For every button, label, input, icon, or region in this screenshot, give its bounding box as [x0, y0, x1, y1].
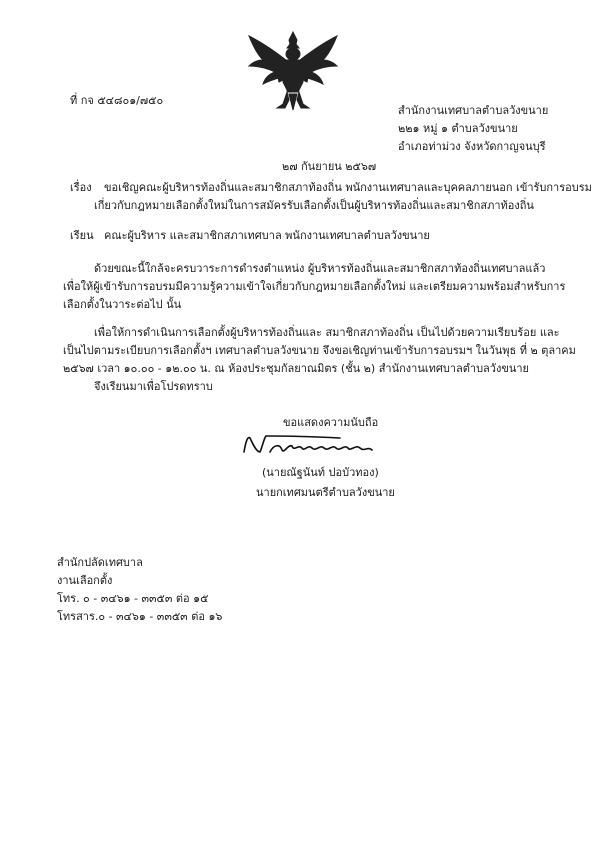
recipient-text: คณะผู้บริหาร และสมาชิกสภาเทศบาล พนักงานเทศบาลตำบลวังขนาย: [104, 229, 430, 242]
para2-line1: เพื่อให้การดำเนินการเลือกตั้งผู้บริหารท้องถิ่นและ สมาชิกสภาท้องถิ่น เป็นไปด้วยความเรียบร้อย และ: [94, 326, 560, 339]
closing-request: จึงเรียนมาเพื่อโปรดทราบ: [94, 380, 213, 393]
office-address-line1: ๒๒๑ หมู่ ๑ ตำบลวังขนาย: [398, 122, 518, 135]
recipient-label: เรียน: [70, 229, 94, 242]
office-name: สำนักงานเทศบาลตำบลวังขนาย: [398, 104, 549, 117]
handwritten-signature: [240, 430, 390, 460]
closing-phrase: ขอแสดงความนับถือ: [283, 416, 379, 429]
subject-line2: เกี่ยวกับกฎหมายเลือกตั้งใหม่ในการสมัครรับเลือกตั้งเป็นผู้บริหารท้องถิ่นและสมาชิกสภาท้องถิ่น: [94, 199, 534, 212]
para2-line2: เป็นไปตามระเบียบการเลือกตั้งฯ เทศบาลตำบลวังขนาย จึงขอเชิญท่านเข้ารับการอบรมฯ ในวันพุธ ที่ ๒ ตุลาคม: [63, 344, 576, 357]
signer-name: (นายณัฐนันท์ ปอบัวทอง): [262, 466, 379, 479]
para1-line2: เพื่อให้ผู้เข้ารับการอบรมมีความรู้ความเข้าใจเกี่ยวกับกฎหมายเลือกตั้งใหม่ และเตรียมความพร้อมสำหรับการ: [63, 280, 566, 293]
footer-section: งานเลือกตั้ง: [57, 574, 113, 587]
garuda-emblem-icon: [243, 30, 343, 112]
subject-line1: ขอเชิญคณะผู้บริหารท้องถิ่นและสมาชิกสภาท้องถิ่น พนักงานเทศบาลและบุคคลภายนอก เข้ารับการอบรม: [104, 181, 592, 194]
footer-phone: โทร. ๐ - ๓๔๖๑ - ๓๓๕๓ ต่อ ๑๕: [57, 592, 209, 605]
footer-department: สำนักปลัดเทศบาล: [57, 556, 143, 569]
reference-number: ที่ กจ ๕๔๘๐๑/๗๕๐: [70, 94, 164, 107]
subject-label: เรื่อง: [70, 181, 92, 194]
para1-line1: ด้วยขณะนี้ใกล้จะครบวาระการดำรงตำแหน่ง ผู้บริหารท้องถิ่นและสมาชิกสภาท้องถิ่นเทศบาลแล้ว: [94, 262, 546, 275]
office-address-line2: อำเภอท่าม่วง จังหวัดกาญจนบุรี: [398, 140, 546, 153]
footer-fax: โทรสาร.๐ - ๓๔๖๑ - ๓๓๕๓ ต่อ ๑๖: [57, 610, 223, 623]
letter-date: ๒๗ กันยายน ๒๕๖๗: [282, 160, 377, 173]
para1-line3: เลือกตั้งในวาระต่อไป นั้น: [63, 298, 182, 311]
para2-line3: ๒๕๖๗ เวลา ๑๐.๐๐ - ๑๒.๐๐ น. ณ ห้องประชุมกัลยาณมิตร (ชั้น ๒) สำนักงานเทศบาลตำบลวังขนาย: [63, 362, 529, 375]
signer-title: นายกเทศมนตรีตำบลวังขนาย: [256, 486, 395, 499]
